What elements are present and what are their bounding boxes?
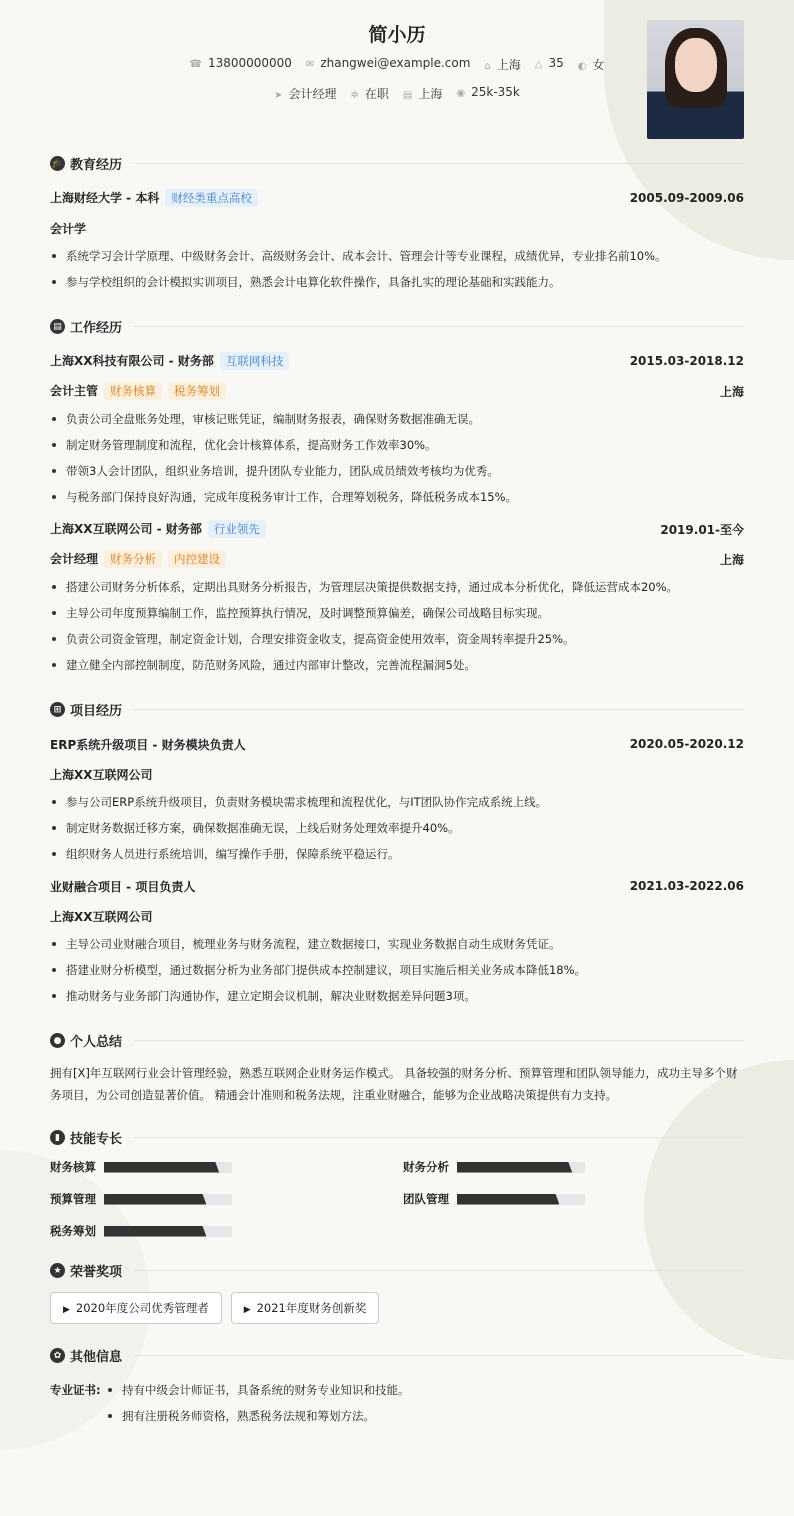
project-company: 上海XX互联网公司 — [50, 909, 153, 924]
work-entry — [50, 348, 744, 510]
major: 会计学 — [50, 221, 87, 236]
award-label: 2020年度公司优秀管理者 — [75, 1301, 209, 1315]
contact-info — [50, 56, 744, 73]
phone: 13800000000 — [207, 56, 292, 70]
section-title: 荣誉奖项 — [70, 1265, 123, 1280]
list-item: 持有中级会计师证书，具备系统的财务专业知识和技能。 — [106, 1377, 410, 1403]
status-icon: ✲ — [350, 90, 359, 101]
phone-icon: ☎ — [189, 59, 202, 70]
project-date: 2021.03-2022.06 — [629, 879, 744, 893]
company: 上海XX科技有限公司 - 财务部 — [50, 354, 214, 368]
skill-name: 财务分析 — [403, 1160, 449, 1174]
work-date: 2019.01-至今 — [660, 522, 744, 537]
skill-item — [50, 1191, 403, 1207]
skill-name: 预算管理 — [50, 1192, 96, 1206]
info-icon: ✿ — [50, 1348, 65, 1363]
skill-bar-fill — [457, 1162, 572, 1173]
section-title: 技能专长 — [70, 1132, 123, 1147]
section-other — [50, 1346, 744, 1365]
list-item: 制定财务管理制度和流程，优化会计核算体系，提高财务工作效率30%。 — [50, 432, 744, 458]
summary-text: 拥有[X]年互联网行业会计管理经验，熟悉互联网企业财务运作模式。 具备较强的财务分析、预算管理和团队领导能力，成功主导多个财务项目，为公司创造显著价值。 精通会计准则和税务法规，注重业财融合，能够为企业战略决策提供有力支持。 — [50, 1066, 738, 1102]
list-item: 主导公司业财融合项目，梳理业务与财务流程，建立数据接口，实现业务数据自动生成财务凭证。 — [50, 931, 744, 957]
section-title: 其他信息 — [70, 1350, 123, 1365]
graduation-cap-icon: 🎓 — [50, 156, 65, 171]
project-date: 2020.05-2020.12 — [629, 737, 744, 751]
section-education — [50, 154, 744, 173]
gender-icon: ◐ — [577, 61, 587, 72]
gender: 女 — [592, 58, 605, 72]
skill-bar-fill — [104, 1162, 219, 1173]
bullets — [50, 574, 744, 678]
section-awards — [50, 1261, 744, 1280]
work-city: 上海 — [719, 384, 744, 399]
list-item: 参与公司ERP系统升级项目，负责财务模块需求梳理和流程优化，与IT团队协作完成系统上线。 — [50, 789, 744, 815]
skill-item — [403, 1191, 744, 1207]
skill-bar-fill — [457, 1194, 559, 1205]
section-title: 工作经历 — [70, 321, 123, 336]
chart-icon: ▮ — [50, 1130, 65, 1145]
project-title: ERP系统升级项目 - 财务模块负责人 — [50, 737, 246, 752]
role-tag: 财务核算 — [104, 382, 162, 400]
skill-bar-fill — [104, 1194, 206, 1205]
list-item: 与税务部门保持良好沟通，完成年度税务审计工作，合理筹划税务，降低税务成本15%。 — [50, 484, 744, 510]
section-work — [50, 317, 744, 336]
skill-bar — [104, 1226, 232, 1237]
bullets — [50, 789, 744, 867]
skill-bar — [457, 1194, 585, 1205]
age-icon: △ — [534, 59, 543, 70]
bullets — [50, 406, 744, 510]
person-icon: ● — [50, 1033, 65, 1048]
role-tag: 内控建设 — [168, 550, 226, 568]
list-item: 主导公司年度预算编制工作，监控预算执行情况，及时调整预算偏差，确保公司战略目标实现。 — [50, 600, 744, 626]
age: 35 — [548, 56, 564, 70]
status: 在职 — [364, 87, 389, 101]
project-entry — [50, 873, 744, 1009]
list-item: 参与学校组织的会计模拟实训项目，熟悉会计电算化软件操作，具备扎实的理论基础和实践能力。 — [50, 269, 744, 295]
project-entry — [50, 731, 744, 867]
edu-bullets — [50, 243, 744, 295]
briefcase-icon: ▤ — [50, 319, 65, 334]
send-icon: ➤ — [274, 90, 283, 101]
candidate-name: 简小历 — [368, 24, 426, 46]
section-projects — [50, 700, 744, 719]
list-item: 搭建业财分析模型，通过数据分析为业务部门提供成本控制建议，项目实施后相关业务成本降低18%。 — [50, 957, 744, 983]
list-item: 组织财务人员进行系统培训，编写操作手册，保障系统平稳运行。 — [50, 841, 744, 867]
salary: 25k-35k — [471, 85, 520, 99]
job-intent — [50, 85, 744, 102]
list-item: 拥有注册税务师资格，熟悉税务法规和筹划方法。 — [106, 1403, 410, 1429]
salary-icon: ◉ — [456, 88, 466, 99]
section-title: 项目经历 — [70, 704, 123, 719]
building-icon: ▤ — [402, 90, 413, 101]
section-title: 教育经历 — [70, 158, 123, 173]
bullets — [50, 931, 744, 1009]
school-tag: 财经类重点高校 — [165, 189, 258, 207]
section-skills — [50, 1128, 744, 1147]
skill-bar-fill — [104, 1226, 206, 1237]
company-tag: 行业领先 — [208, 520, 266, 538]
section-summary — [50, 1031, 744, 1050]
skill-item — [50, 1159, 403, 1175]
mail-icon: ✉ — [305, 59, 315, 70]
role-tag: 税务筹划 — [168, 382, 226, 400]
role: 会计主管 — [50, 384, 99, 398]
list-item: 制定财务数据迁移方案，确保数据准确无误，上线后财务处理效率提升40%。 — [50, 815, 744, 841]
skill-name: 财务核算 — [50, 1160, 96, 1174]
work-city: 上海 — [719, 552, 744, 567]
skill-bar — [457, 1162, 585, 1173]
company: 上海XX互联网公司 - 财务部 — [50, 522, 202, 536]
skill-bar — [104, 1162, 232, 1173]
intent-city: 上海 — [418, 87, 443, 101]
role: 会计经理 — [50, 552, 99, 566]
email: zhangwei@example.com — [320, 56, 471, 70]
grid-icon: ⊞ — [50, 702, 65, 717]
work-entry — [50, 516, 744, 678]
work-date: 2015.03-2018.12 — [629, 354, 744, 368]
list-item: 推动财务与业务部门沟通协作，建立定期会议机制，解决业财数据差异问题3项。 — [50, 983, 744, 1009]
edu-date: 2005.09-2009.06 — [629, 191, 744, 205]
award-item: ▶ 2020年度公司优秀管理者 — [50, 1292, 222, 1324]
company-tag: 互联网科技 — [220, 352, 290, 370]
list-item: 带领3人会计团队，组织业务培训，提升团队专业能力，团队成员绩效考核均为优秀。 — [50, 458, 744, 484]
medal-icon: ★ — [50, 1263, 65, 1278]
section-title: 个人总结 — [70, 1035, 123, 1050]
skill-item — [50, 1223, 403, 1239]
skill-item — [403, 1159, 744, 1175]
project-company: 上海XX互联网公司 — [50, 767, 153, 782]
school: 上海财经大学 - 本科 — [50, 191, 160, 205]
cert-label: 专业证书: — [50, 1383, 101, 1397]
role-tag: 财务分析 — [104, 550, 162, 568]
project-title: 业财融合项目 - 项目负责人 — [50, 879, 196, 894]
position: 会计经理 — [288, 87, 337, 101]
award-item: ▶ 2021年度财务创新奖 — [231, 1292, 380, 1324]
list-item: 负责公司全盘账务处理，审核记账凭证，编制财务报表，确保财务数据准确无误。 — [50, 406, 744, 432]
skill-name: 税务筹划 — [50, 1224, 96, 1238]
skill-bar — [104, 1194, 232, 1205]
list-item: 建立健全内部控制制度，防范财务风险，通过内部审计整改，完善流程漏洞5处。 — [50, 652, 744, 678]
list-item: 搭建公司财务分析体系，定期出具财务分析报告，为管理层决策提供数据支持，通过成本分析优化，降低运营成本20%。 — [50, 574, 744, 600]
skill-name: 团队管理 — [403, 1192, 449, 1206]
list-item: 负责公司资金管理，制定资金计划，合理安排资金收支，提高资金使用效率，资金周转率提升25%。 — [50, 626, 744, 652]
city: 上海 — [496, 58, 521, 72]
home-icon: ⌂ — [484, 61, 491, 72]
list-item: 系统学习会计学原理、中级财务会计、高级财务会计、成本会计、管理会计等专业课程，成绩优异，专业排名前10%。 — [50, 243, 744, 269]
award-label: 2021年度财务创新奖 — [256, 1301, 367, 1315]
